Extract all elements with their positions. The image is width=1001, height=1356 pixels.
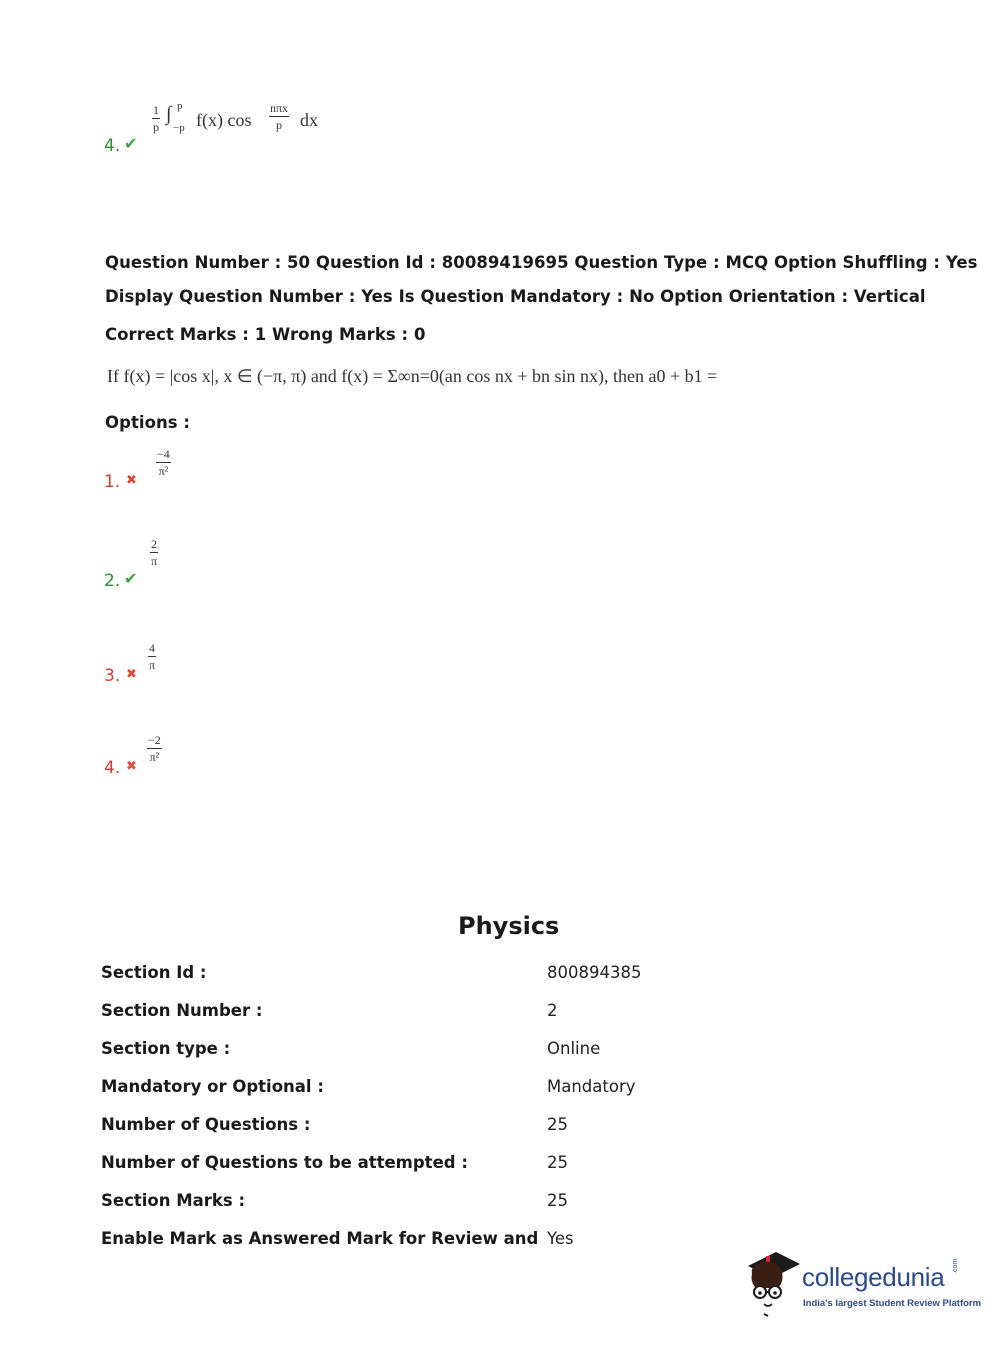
section-title: Physics bbox=[458, 912, 560, 940]
arg-fraction: nπx p bbox=[270, 101, 289, 132]
option-2 bbox=[104, 538, 224, 594]
option-3 bbox=[104, 642, 224, 688]
section-row-label: Number of Questions : bbox=[101, 1115, 311, 1134]
question-meta-line2: Display Question Number : Yes Is Question Mandatory : No Option Orientation : Vertical bbox=[105, 287, 926, 306]
integral-upper: p bbox=[177, 100, 183, 112]
option-value: $\frac{-2}{\text{π²}}$ bbox=[148, 733, 161, 764]
check-icon: ✔ bbox=[124, 569, 138, 588]
option-value: $\frac{2}{\pi}$ bbox=[150, 537, 158, 568]
check-icon: ✔ bbox=[124, 134, 138, 153]
option-number: 2. bbox=[104, 571, 121, 591]
prev-option-4 bbox=[104, 100, 424, 160]
section-row-value: Mandatory bbox=[547, 1077, 636, 1096]
question-meta-line1: Question Number : 50 Question Id : 80089419695 Question Type : MCQ Option Shuffling : Yes bbox=[105, 253, 978, 272]
option-number: 3. bbox=[104, 666, 121, 686]
integral-sign: ∫ bbox=[166, 103, 172, 125]
section-row-label: Number of Questions to be attempted : bbox=[101, 1153, 468, 1172]
question-text: If f(x) = |cos x|, x ∈ (−π, π) and f(x) = Σ∞n=0(an cos nx + bn sin nx), then a0 + b1 = bbox=[107, 366, 718, 386]
cross-icon: ✖ bbox=[126, 667, 137, 682]
section-row-value: 2 bbox=[547, 1001, 558, 1020]
section-row-value: 25 bbox=[547, 1191, 568, 1210]
option-value: $\frac{-4}{\text{π²}}$ bbox=[157, 447, 170, 478]
section-row-label: Enable Mark as Answered Mark for Review and bbox=[101, 1229, 539, 1248]
section-row-value: 800894385 bbox=[547, 963, 642, 982]
collegedunia-logo bbox=[742, 1248, 982, 1320]
options-label: Options : bbox=[105, 413, 191, 432]
section-row-value: Online bbox=[547, 1039, 601, 1058]
option-number: 4. bbox=[104, 136, 121, 156]
section-row-label: Section Marks : bbox=[101, 1191, 246, 1210]
mascot-icon bbox=[742, 1248, 802, 1318]
section-row-value: 25 bbox=[547, 1115, 568, 1134]
section-table bbox=[101, 963, 701, 1263]
option-number: 1. bbox=[104, 472, 121, 492]
integral-body: f(x) cos bbox=[196, 110, 252, 130]
cross-icon: ✖ bbox=[126, 473, 137, 488]
option-4 bbox=[104, 734, 224, 780]
logo-tagline: India's largest Student Review Platform bbox=[803, 1298, 982, 1309]
integral-dx: dx bbox=[300, 110, 318, 130]
option-1 bbox=[104, 448, 224, 494]
integral-formula bbox=[152, 100, 412, 144]
section-row-value: Yes bbox=[547, 1229, 574, 1248]
section-row-value: 25 bbox=[547, 1153, 568, 1172]
option-number: 4. bbox=[104, 758, 121, 778]
section-row-label: Mandatory or Optional : bbox=[101, 1077, 324, 1096]
question-meta-line3: Correct Marks : 1 Wrong Marks : 0 bbox=[105, 325, 426, 344]
cross-icon: ✖ bbox=[126, 759, 137, 774]
section-row-label: Section Number : bbox=[101, 1001, 263, 1020]
section-row-label: Section Id : bbox=[101, 963, 207, 982]
section-row-label: Section type : bbox=[101, 1039, 231, 1058]
integral-lower: −p bbox=[173, 122, 185, 134]
option-value: $\frac{4}{\pi}$ bbox=[148, 641, 156, 672]
coef-fraction: $\frac{1}{p}$ bbox=[153, 103, 159, 134]
logo-name: collegedunia bbox=[802, 1262, 945, 1292]
logo-suffix: .com bbox=[952, 1258, 959, 1274]
